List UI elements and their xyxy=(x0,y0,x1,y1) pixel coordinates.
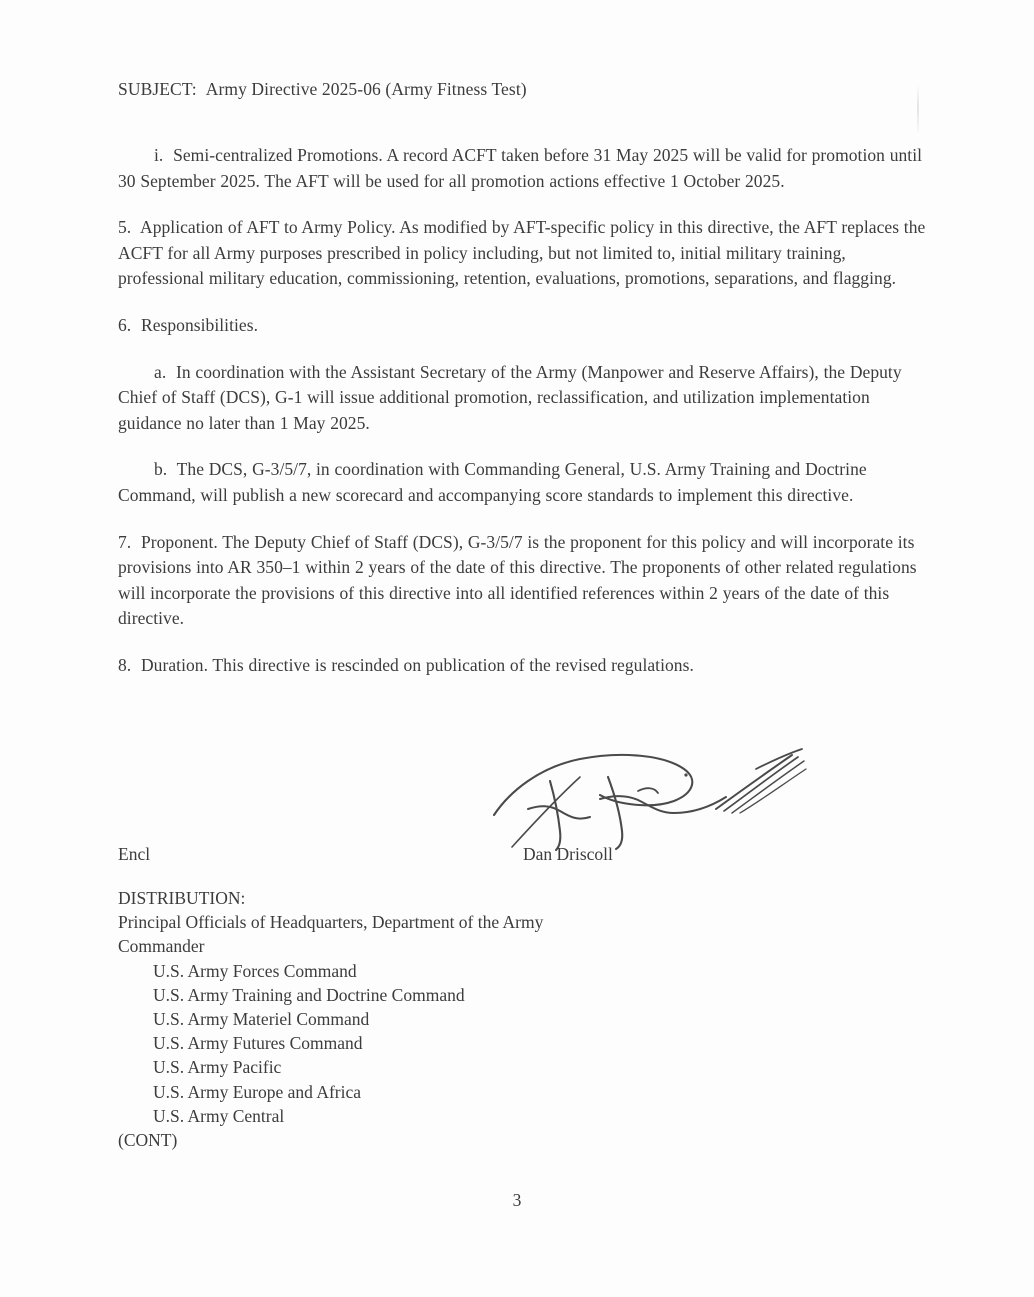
paragraph-marker: 6. xyxy=(118,314,132,335)
distribution-item: U.S. Army Pacific xyxy=(153,1057,282,1078)
distribution-item: U.S. Army Materiel Command xyxy=(153,1009,370,1030)
enclosure-label: Encl xyxy=(118,844,151,864)
signer-name: Dan Driscoll xyxy=(523,844,613,864)
distribution-list xyxy=(118,886,936,1152)
distribution-item: U.S. Army Training and Doctrine Command xyxy=(153,984,465,1005)
distribution-item: Commander xyxy=(118,936,205,957)
para-8-duration xyxy=(118,653,936,679)
paragraph-text: Responsibilities. xyxy=(140,314,259,335)
page-number: 3 xyxy=(512,1190,522,1210)
paragraph-marker: i. xyxy=(154,145,164,165)
distribution-item: U.S. Army Forces Command xyxy=(153,960,357,981)
paragraph-text: Application of AFT to Army Policy. As modified by AFT-specific policy in this directive, the AFT replaces the ACFT for all Army purposes prescribed in policy including, but not limited to, initial military training, professional military education, commissioning, retention, evaluations, promotions, separations, and flagging. xyxy=(118,217,926,289)
signature-block xyxy=(118,735,936,875)
distribution-item: Principal Officials of Headquarters, Department of the Army xyxy=(118,912,544,933)
para-7-proponent xyxy=(118,530,936,632)
subject-text: Army Directive 2025-06 (Army Fitness Test) xyxy=(205,79,527,99)
paragraph-marker: a. xyxy=(154,361,167,382)
paragraph-marker: 7. xyxy=(118,531,132,552)
paragraph-text: Proponent. The Deputy Chief of Staff (DCS), G-3/5/7 is the proponent for this policy and will incorporate its provisions into AR 350–1 within 2 years of the date of this directive. The proponents of other related regulations will incorporate the provisions of this directive into all identified references within 2 years of the date of this directive. xyxy=(118,531,917,629)
subject-label: SUBJECT: xyxy=(118,79,197,99)
signature-icon xyxy=(488,747,818,852)
para-6b-dcs-g357 xyxy=(118,457,936,508)
paragraph-marker: 8. xyxy=(118,654,132,675)
distribution-heading: DISTRIBUTION: xyxy=(118,888,246,908)
para-6-responsibilities xyxy=(118,313,936,339)
distribution-item: U.S. Army Futures Command xyxy=(153,1033,363,1054)
paragraph-marker: b. xyxy=(154,459,168,480)
distribution-item: U.S. Army Europe and Africa xyxy=(153,1081,362,1102)
paragraph-marker: 5. xyxy=(118,217,132,238)
body-paragraphs xyxy=(118,143,936,700)
paragraph-text: In coordination with the Assistant Secretary of the Army (Manpower and Reserve Affairs), the Deputy Chief of Staff (DCS), G-1 will issue additional promotion, reclassification, and utilization implementation guidance no later than 1 May 2025. xyxy=(118,361,902,433)
para-i-semi-centralized-promotions xyxy=(118,143,936,194)
paragraph-text: Semi-centralized Promotions. A record ACFT taken before 31 May 2025 will be valid for promotion until 30 September 2025. The AFT will be used for all promotion actions effective 1 October 2025. xyxy=(118,145,923,191)
para-6a-dcs-g1 xyxy=(118,360,936,437)
para-5-application-of-aft xyxy=(118,215,936,292)
distribution-item: (CONT) xyxy=(118,1130,178,1151)
paragraph-text: The DCS, G-3/5/7, in coordination with Commanding General, U.S. Army Training and Doctrine Command, will publish a new scorecard and accompanying score standards to implement this directive. xyxy=(118,459,867,505)
distribution-entries xyxy=(118,910,936,1152)
paragraph-text: Duration. This directive is rescinded on publication of the revised regulations. xyxy=(140,654,694,675)
distribution-item: U.S. Army Central xyxy=(153,1105,285,1126)
subject-line xyxy=(118,78,936,100)
